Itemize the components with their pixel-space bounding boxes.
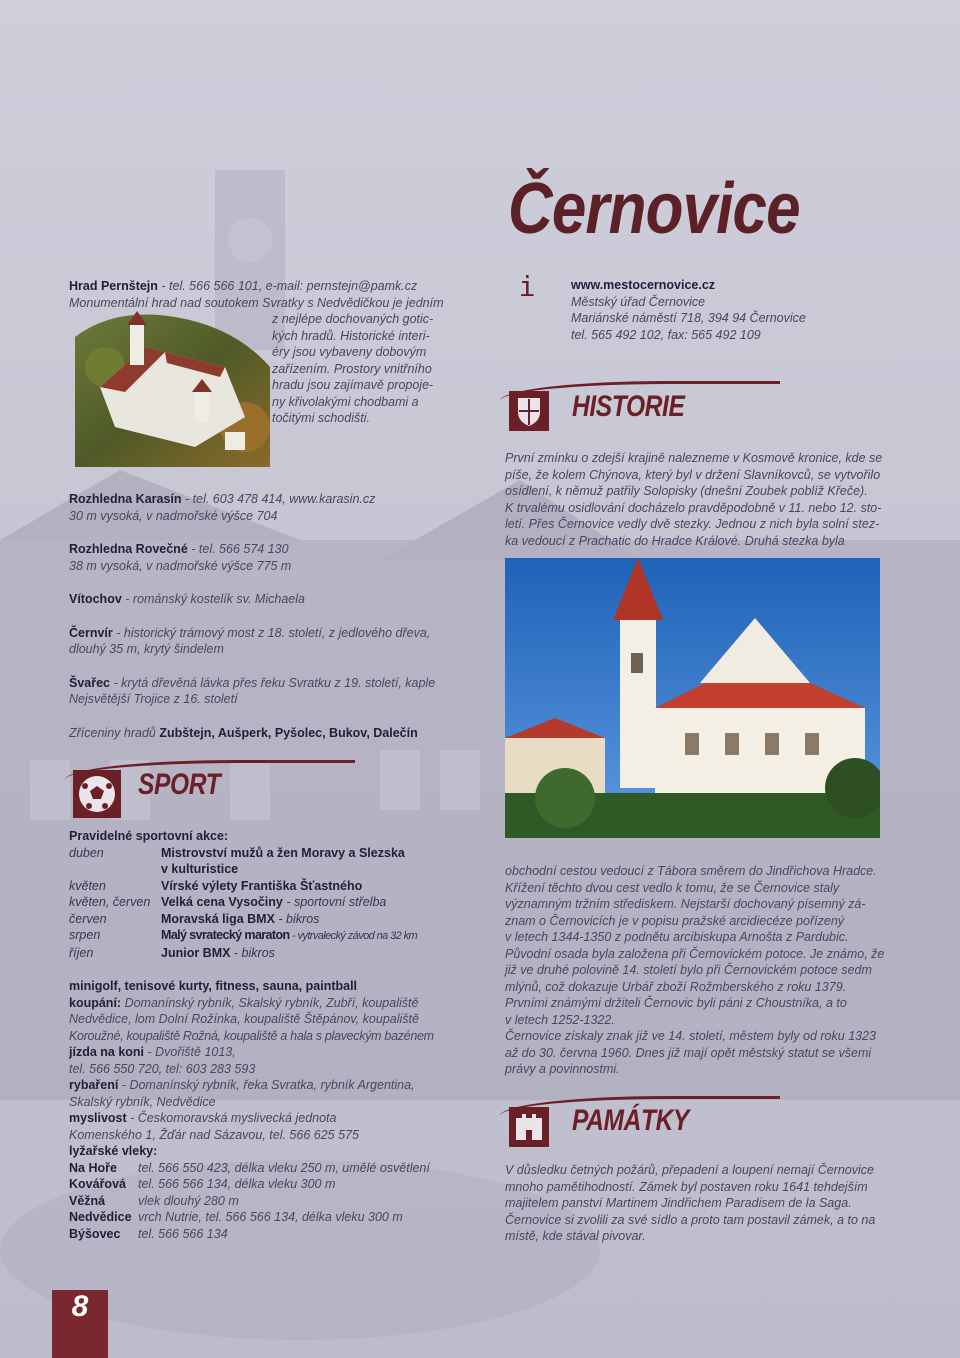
- pernstejn-desc: [272, 311, 472, 427]
- historie-line: mlýnů, což dokazuje Urbář zboží Rožmberského z roku 1379.: [505, 979, 847, 994]
- rybareni-text2: Skalský rybník, Nedvědice: [69, 1094, 216, 1109]
- rovecne-desc: 38 m vysoká, v nadmořské výšce 775 m: [69, 558, 292, 573]
- info-icon: [510, 270, 544, 304]
- historie-text-top: [505, 450, 885, 549]
- historie-line: znam o Černovicích je v popisu pražské arcidiecéze pořízený: [505, 913, 845, 928]
- event-name: Junior BMX: [161, 945, 231, 960]
- historie-line: Křížení těchto dvou cest vedlo k tomu, že se Černovice staly: [505, 880, 840, 895]
- event-name: Velká cena Vysočiny: [161, 895, 283, 909]
- event-name: Moravská liga BMX: [161, 911, 275, 926]
- event-month: červen: [69, 911, 107, 926]
- vitochov-title: Vítochov: [69, 592, 122, 606]
- ski-lift-name: Nedvědice: [69, 1210, 132, 1224]
- koupani-line: Koroužné, koupaliště Rožná, koupaliště a hala s plaveckým bazénem: [69, 1028, 434, 1043]
- historie-line: obchodní cestou vedoucí z Tábora směrem do Jindřichova Hradce.: [505, 864, 877, 878]
- pernstejn-castle-photo: [75, 307, 270, 467]
- cernovice-church-photo: [505, 558, 880, 838]
- attractions-list: [69, 491, 489, 741]
- ski-lift-row: [69, 1176, 489, 1193]
- historie-line: Prvními známými držiteli Černovic byli páni z Choustníka, a to: [505, 996, 847, 1010]
- office-address: Mariánské náměstí 718, 394 94 Černovice: [571, 311, 806, 325]
- pernstejn-desc-line: hradu jsou zajímavě propoje-: [272, 378, 434, 392]
- koupani-line: Domanínský rybník, Skalský rybník, Zubří, koupaliště: [121, 995, 419, 1010]
- pernstejn-desc-line: kých hradů. Historické interi-: [272, 328, 430, 343]
- sport-event-row: [69, 945, 489, 962]
- castle-icon: [508, 1106, 550, 1148]
- pernstejn-section: [69, 278, 449, 311]
- shield-icon: [508, 390, 550, 432]
- historie-line: Původní osada byla založena při Černovickém potoce. Je známo, že: [505, 946, 885, 961]
- pamatky-line: V důsledku četných požárů, přepadení a loupení nemají Černovice: [505, 1163, 874, 1177]
- historie-line: První zmínku o zdejší krajině nalezneme v Kosmově kronice, kde se: [505, 451, 883, 465]
- ski-lift-row: [69, 1226, 489, 1243]
- pernstejn-desc-line: zařízením. Prostory vnitřního: [272, 361, 432, 376]
- svarec-title: Švařec: [69, 675, 111, 690]
- ski-lift-name: Na Hoře: [69, 1160, 117, 1175]
- event-month: květen: [69, 878, 106, 893]
- ski-lift-row: [69, 1209, 489, 1226]
- pernstejn-desc-line: točitými schodišti.: [272, 411, 370, 425]
- pamatky-line: Černovice si zvolili za své sídlo a proto tam postavil zámek, a to na: [505, 1212, 876, 1227]
- event-month: květen, červen: [69, 895, 151, 909]
- sport-section: [69, 828, 489, 1242]
- sport-facilities: minigolf, tenisové kurty, fitness, sauna, paintball: [69, 979, 358, 993]
- myslivost-label: myslivost: [69, 1111, 127, 1125]
- event-note: - sportovní střelba: [282, 895, 387, 909]
- sport-heading: SPORT: [138, 768, 221, 801]
- ski-lift-info: tel. 566 550 423, délka vleku 250 m, umělé osvětlení: [138, 1160, 430, 1175]
- pernstejn-desc-line: ny křivolakými chodbami a: [272, 394, 419, 409]
- ski-lift-row: [69, 1160, 489, 1177]
- historie-line: osídlení, k němuž patřily Solopisky (dnešní Zoubek poblíž Křeče).: [505, 484, 868, 498]
- ruins-lead: Zříceniny hradů: [69, 725, 160, 740]
- office-phone: tel. 565 492 102, fax: 565 492 109: [571, 327, 761, 342]
- ski-lift-info: vlek dlouhý 280 m: [138, 1193, 239, 1208]
- historie-line: ka vedoucí z Prachatic do Hradce Králové. Druhá stezka byla: [505, 533, 845, 548]
- rybareni-text: - Domanínský rybník, řeka Svratka, rybník Argentina,: [118, 1078, 415, 1092]
- event-name: Vírské výlety Františka Šťastného: [161, 878, 363, 893]
- ski-lift-info: vrch Nutrie, tel. 566 566 134, délka vleku 300 m: [138, 1210, 403, 1224]
- pernstejn-desc-line: z nejlépe dochovaných gotic-: [272, 312, 434, 326]
- info-icon-glyph: i: [518, 270, 536, 303]
- cernvir-desc: - historický trámový most z 18. století, z jedlového dřeva,: [112, 625, 431, 640]
- rybareni-label: rybaření: [69, 1078, 119, 1092]
- event-note: - bikros: [230, 945, 275, 960]
- myslivost-text: - Českomoravská myslivecká jednota: [126, 1111, 337, 1125]
- rovecne-contact: - tel. 566 574 130: [187, 542, 289, 556]
- ruins-names: Zubštejn, Aušperk, Pyšolec, Bukov, Dalečín: [159, 725, 418, 740]
- historie-line: významným tržním střediskem. Nejstarší dochovaný písemný zá-: [505, 897, 866, 911]
- historie-heading: HISTORIE: [572, 390, 685, 423]
- pernstejn-desc-line: éry jsou vybaveny dobovým: [272, 345, 427, 359]
- ski-lift-info: tel. 566 566 134, délka vleku 300 m: [138, 1177, 336, 1191]
- ski-lift-name: Býšovec: [69, 1226, 121, 1241]
- pamatky-line: majitelem panství Martinem Jindřichem Paradisem de la Saga.: [505, 1196, 852, 1210]
- event-month: srpen: [69, 928, 101, 942]
- jizda-text: - Dvořiště 1013,: [144, 1045, 236, 1059]
- sport-event-row: [69, 845, 489, 862]
- ski-lift-row: [69, 1193, 489, 1210]
- ski-lift-info: tel. 566 566 134: [138, 1226, 228, 1241]
- sport-event-row: [69, 894, 489, 911]
- sport-event-row: [69, 927, 489, 945]
- svarec-desc: - krytá dřevěná lávka přes řeku Svratku z 19. století, kaple: [110, 675, 436, 690]
- event-name: Malý svratecký maraton: [161, 928, 290, 942]
- karasin-desc: 30 m vysoká, v nadmořské výšce 704: [69, 508, 278, 523]
- pernstejn-line: Monumentální hrad nad soutokem Svratky s Nedvědičkou je jedním: [69, 295, 444, 310]
- event-name: Mistrovství mužů a žen Moravy a Slezska: [161, 845, 405, 860]
- jizda-label: jízda na koni: [69, 1045, 145, 1059]
- sport-event-row: [69, 911, 489, 928]
- historie-line: již ve druhé polovině 14. století bylo při Černovickém potoce sedm: [505, 963, 872, 977]
- rovecne-title: Rozhledna Rovečné: [69, 542, 188, 556]
- pamatky-text: [505, 1162, 885, 1245]
- sport-events-title: Pravidelné sportovní akce:: [69, 829, 229, 843]
- historie-line: Černovice získaly znak již ve 14. století, městem byly od roku 1323: [505, 1029, 876, 1043]
- info-block: [571, 277, 851, 343]
- cernvir-desc2: dlouhý 35 m, krytý šindelem: [69, 642, 224, 656]
- page-number-box: [52, 1290, 108, 1358]
- jizda-tel: tel. 566 550 720, tel: 603 283 593: [69, 1061, 256, 1076]
- pamatky-line: místě, kde stával pivovar.: [505, 1229, 646, 1243]
- ski-lift-name: Věžná: [69, 1193, 106, 1208]
- pernstejn-title: Hrad Pernštejn: [69, 279, 158, 293]
- pamatky-heading: PAMÁTKY: [572, 1104, 689, 1137]
- ski-lifts-label: lyžařské vleky:: [69, 1144, 158, 1158]
- event-month: říjen: [69, 945, 94, 960]
- office-name: Městský úřad Černovice: [571, 294, 706, 309]
- pernstejn-contact: - tel. 566 566 101, e-mail: pernstejn@pamk.cz: [157, 279, 418, 293]
- historie-line: v letech 1252-1322.: [505, 1012, 615, 1027]
- svarec-desc2: Nejsvětější Trojice z 16. století: [69, 692, 238, 706]
- cernvir-title: Černvír: [69, 625, 113, 640]
- historie-line: letí. Přes Černovice vedly dvě stezky. Jednou z nich byla solní stez-: [505, 517, 880, 531]
- ski-lift-name: Kovářová: [69, 1177, 126, 1191]
- historie-text-bottom: [505, 863, 885, 1078]
- event-month: [69, 861, 161, 878]
- historie-line: až do 30. června 1960. Dnes již mají opět městský statut se všemi: [505, 1045, 872, 1060]
- koupani-label: koupání:: [69, 995, 122, 1010]
- sport-event-row: [69, 861, 489, 878]
- karasin-title: Rozhledna Karasín: [69, 492, 182, 506]
- koupani-line: Nedvědice, lom Dolní Rožínka, koupaliště Štěpánov, koupaliště: [69, 1012, 419, 1026]
- event-month: duben: [69, 845, 104, 860]
- historie-line: právy a povinnostmi.: [505, 1062, 620, 1076]
- myslivost-text2: Komenského 1, Žďár nad Sázavou, tel. 566 625 575: [69, 1127, 359, 1142]
- sport-event-row: [69, 878, 489, 895]
- historie-line: v letech 1344-1350 z podnětu arcibiskupa Arnošta z Pardubic.: [505, 930, 849, 944]
- soccer-ball-icon: [73, 770, 121, 818]
- website-link[interactable]: www.mestocernovice.cz: [571, 278, 716, 292]
- pamatky-line: mnoho pamětihodností. Zámek byl postaven roku 1641 tehdejším: [505, 1179, 868, 1194]
- event-note: - bikros: [274, 911, 320, 926]
- karasin-contact: - tel. 603 478 414, www.karasin.cz: [181, 492, 376, 506]
- event-note: - vytrvalecký závod na 32 km: [289, 930, 418, 942]
- page-title: Černovice: [508, 169, 800, 249]
- event-name: v kulturistice: [161, 862, 239, 876]
- historie-line: K trvalému osidlování docházelo pravděpodobně v 11. nebo 12. sto-: [505, 500, 882, 515]
- historie-line: píše, že kolem Chýnova, který byl v držení Slavníkovců, se vytvořilo: [505, 467, 881, 482]
- page-number: 8: [71, 1290, 89, 1323]
- vitochov-desc: - románský kostelík sv. Michaela: [121, 592, 305, 606]
